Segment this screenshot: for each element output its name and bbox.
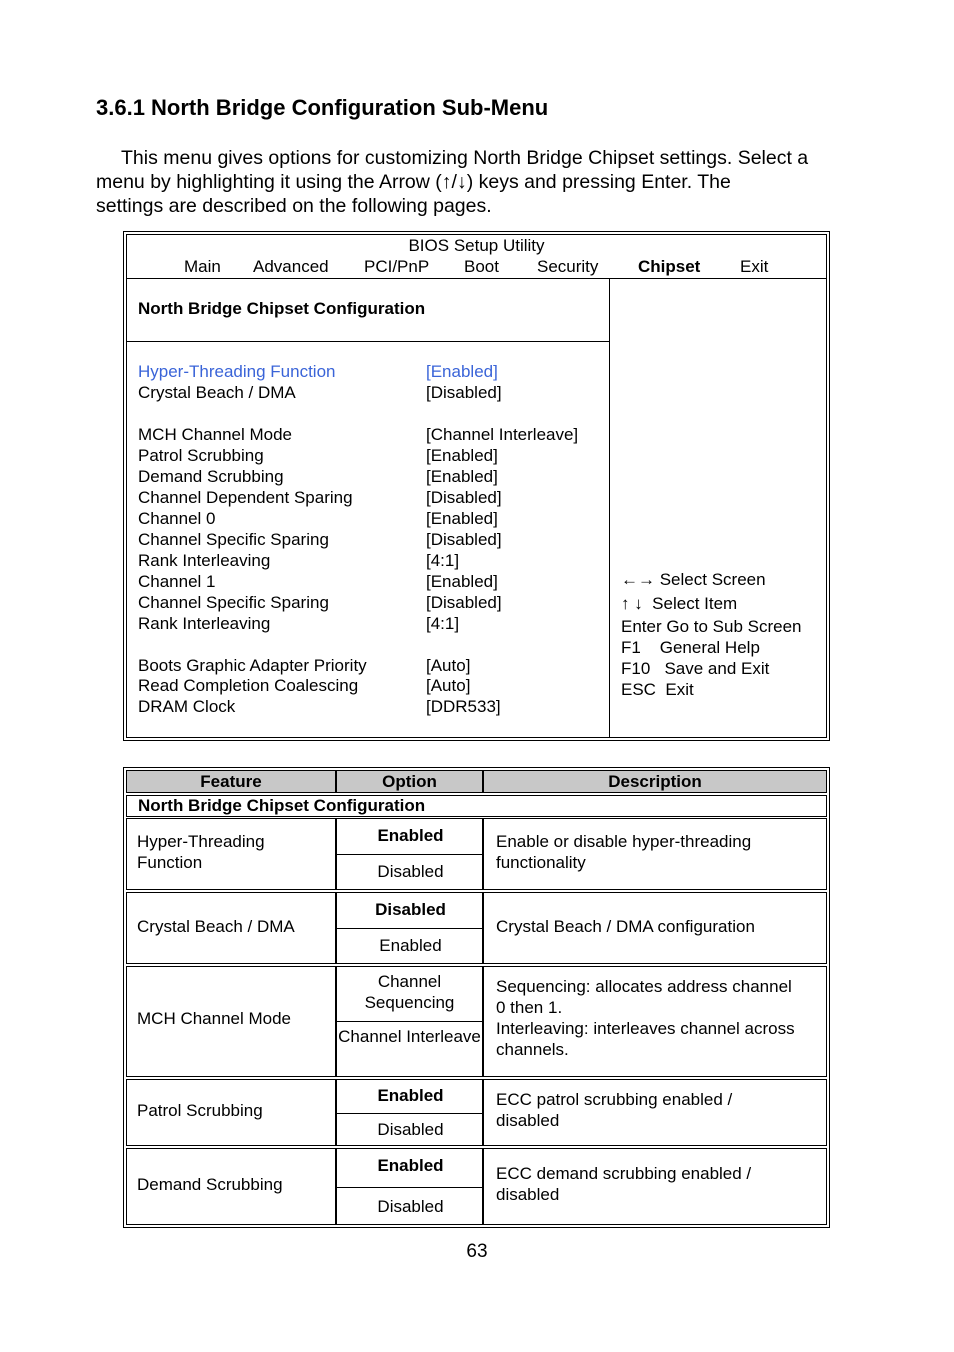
help-f1: F1 General Help — [621, 638, 760, 657]
setting-label: Demand Scrubbing — [138, 467, 284, 486]
help-f10: F10 Save and Exit — [621, 659, 770, 678]
setting-label: Channel 1 — [138, 572, 216, 591]
help-select-screen: ←→ Select Screen — [621, 570, 766, 589]
bios-frame — [126, 234, 827, 738]
feature-line: Function — [137, 853, 203, 872]
intro-paragraph — [96, 146, 856, 218]
setting-label: DRAM Clock — [138, 697, 236, 716]
setting-label: Patrol Scrubbing — [138, 446, 264, 465]
setting-label: Read Completion Coalescing — [138, 676, 359, 695]
menu-main[interactable]: Main — [184, 257, 221, 276]
menu-divider — [127, 278, 826, 279]
setting-label: Channel Specific Sparing — [138, 593, 329, 612]
setting-boots-graphic-adapter-priority[interactable] — [138, 656, 603, 677]
setting-crystal-beach[interactable] — [138, 383, 603, 404]
option-cell — [336, 818, 483, 890]
description-line: 0 then 1. — [496, 998, 563, 1017]
setting-channel-specific-sparing-0[interactable] — [138, 530, 603, 551]
setting-value: [Enabled] — [426, 446, 498, 465]
bios-section-title: North Bridge Chipset Configuration — [138, 299, 426, 318]
feature-line: Patrol Scrubbing — [137, 1101, 263, 1120]
setting-mch-channel-mode[interactable] — [138, 425, 603, 446]
help-panel-divider — [609, 278, 610, 737]
setting-value: [Disabled] — [426, 593, 502, 612]
option-value: Channel Interleave — [338, 1027, 481, 1046]
option-alt: Disabled — [377, 1120, 444, 1139]
menu-advanced[interactable]: Advanced — [253, 257, 329, 276]
setting-label: Channel Dependent Sparing — [138, 488, 353, 507]
setting-value: [4:1] — [426, 614, 460, 633]
description-cell — [483, 1148, 827, 1225]
table-section-row — [126, 795, 827, 817]
setting-label: Boots Graphic Adapter Priority — [138, 656, 367, 675]
feature-cell — [126, 966, 336, 1077]
setting-label: Rank Interleaving — [138, 614, 271, 633]
header-description: Description — [483, 770, 827, 793]
option-divider — [337, 1021, 482, 1022]
intro-line: This menu gives options for customizing North Bridge Chipset settings. Select a — [121, 147, 809, 169]
setting-value: [Enabled] — [426, 572, 498, 591]
option-divider — [337, 1113, 482, 1114]
feature-cell — [126, 1148, 336, 1225]
header-feature: Feature — [126, 770, 336, 793]
feature-cell — [126, 892, 336, 964]
option-cell — [336, 892, 483, 964]
feature-line: Hyper-Threading — [137, 832, 265, 851]
help-select-item: ↑ ↓ Select Item — [621, 594, 738, 613]
description-cell — [483, 1079, 827, 1146]
page-number: 63 — [466, 1241, 488, 1262]
description-cell — [483, 818, 827, 890]
menu-chipset[interactable]: Chipset — [638, 257, 701, 276]
section-divider — [127, 341, 609, 342]
option-divider — [337, 854, 482, 855]
section-heading: 3.6.1 North Bridge Configuration Sub-Menu — [96, 95, 549, 120]
feature-cell — [126, 1079, 336, 1146]
description-line: ECC demand scrubbing enabled / — [496, 1164, 752, 1183]
feature-line: Crystal Beach / DMA — [137, 917, 295, 936]
settings-description-table — [123, 767, 830, 1228]
menu-pcipnp[interactable]: PCI/PnP — [364, 257, 430, 276]
option-alt: Disabled — [377, 862, 444, 881]
option-default: Enabled — [377, 826, 444, 845]
help-esc: ESC Exit — [621, 680, 694, 699]
setting-value: [Disabled] — [426, 488, 502, 507]
setting-rank-interleaving-0[interactable] — [138, 551, 603, 572]
option-cell — [336, 966, 483, 1077]
setting-label: Hyper-Threading Function — [138, 362, 336, 381]
setting-rank-interleaving-1[interactable] — [138, 614, 603, 635]
setting-channel-specific-sparing-1[interactable] — [138, 593, 603, 614]
setting-value: [Enabled] — [426, 509, 498, 528]
setting-value: [4:1] — [426, 551, 460, 570]
option-cell — [336, 1079, 483, 1146]
description-line: Enable or disable hyper-threading — [496, 832, 752, 851]
description-line: disabled — [496, 1185, 560, 1204]
setting-label: Crystal Beach / DMA — [138, 383, 296, 402]
intro-line: menu by highlighting it using the Arrow (↑/↓) keys and pressing Enter. The — [96, 171, 731, 193]
option-divider — [337, 928, 482, 929]
setting-value: [Channel Interleave] — [426, 425, 579, 444]
setting-demand-scrubbing[interactable] — [138, 467, 603, 488]
setting-label: MCH Channel Mode — [138, 425, 293, 444]
option-default: Disabled — [375, 900, 446, 919]
feature-line: Demand Scrubbing — [137, 1175, 283, 1194]
option-default: Enabled — [377, 1086, 444, 1105]
option-divider — [337, 1187, 482, 1188]
setting-value: [DDR533] — [426, 697, 501, 716]
setting-value: [Auto] — [426, 656, 471, 675]
option-cell — [336, 1148, 483, 1225]
setting-read-completion-coalescing[interactable] — [138, 676, 603, 697]
setting-hyper-threading[interactable] — [138, 362, 603, 383]
setting-label: Channel 0 — [138, 509, 216, 528]
setting-value: [Disabled] — [426, 530, 502, 549]
option-alt: Disabled — [377, 1197, 444, 1216]
setting-dram-clock[interactable] — [138, 697, 603, 718]
description-line: functionality — [496, 853, 586, 872]
feature-line: MCH Channel Mode — [137, 1009, 292, 1028]
description-line: Sequencing: allocates address channel — [496, 977, 792, 996]
setting-channel-1[interactable] — [138, 572, 603, 593]
setting-value: [Enabled] — [426, 467, 498, 486]
bios-title: BIOS Setup Utility — [408, 236, 545, 255]
description-cell — [483, 892, 827, 964]
description-line: Crystal Beach / DMA configuration — [496, 917, 755, 936]
option-default: Enabled — [377, 1156, 444, 1175]
setting-label: Rank Interleaving — [138, 551, 271, 570]
menu-boot[interactable]: Boot — [464, 257, 499, 276]
description-line: Interleaving: interleaves channel across — [496, 1019, 795, 1038]
description-line: ECC patrol scrubbing enabled / — [496, 1090, 733, 1109]
menu-exit[interactable]: Exit — [740, 257, 769, 276]
setting-patrol-scrubbing[interactable] — [138, 446, 603, 467]
bios-screen — [123, 231, 830, 741]
setting-value: [Disabled] — [426, 383, 502, 402]
menu-security[interactable]: Security — [537, 257, 599, 276]
intro-line: settings are described on the following pages. — [96, 195, 492, 217]
option-alt: Enabled — [379, 936, 442, 955]
setting-value: [Enabled] — [426, 362, 498, 381]
help-enter: Enter Go to Sub Screen — [621, 617, 802, 636]
description-line: disabled — [496, 1111, 560, 1130]
setting-channel-0[interactable] — [138, 509, 603, 530]
setting-channel-dependent-sparing[interactable] — [138, 488, 603, 509]
header-option: Option — [336, 770, 483, 793]
setting-label: Channel Specific Sparing — [138, 530, 329, 549]
feature-cell — [126, 818, 336, 890]
description-line: channels. — [496, 1040, 569, 1059]
setting-value: [Auto] — [426, 676, 471, 695]
table-section-title: North Bridge Chipset Configuration — [138, 796, 426, 815]
option-value: Channel Sequencing — [364, 972, 455, 1012]
description-cell — [483, 966, 827, 1077]
